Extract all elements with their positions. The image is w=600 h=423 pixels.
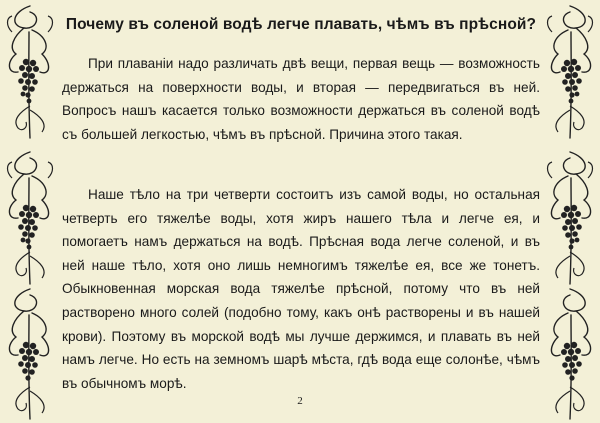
floral-ornament-icon (542, 2, 598, 142)
page-number: 2 (297, 395, 303, 407)
paragraph-1: При плаваніи надо различать двѣ вещи, первая вещь — возможность держаться на поверхности воды, и вторая — передвигаться въ ней. Вопросъ нашъ касается только возможности держаться въ соленой водѣ съ большей легкостью, чѣмъ въ прѣсной. Причина этого такая. (62, 56, 540, 142)
paragraph-2: Наше тѣло на три четверти состоитъ изъ самой воды, но остальная четверть его тяжелѣе воды, хотя жиръ нашего тѣла и легче ея, и помогаетъ намъ держаться на водѣ. Прѣсная вода легче соленой, и въ ней наше тѣло, хотя оно лишь немногимъ тяжелѣе ея, все же тонетъ. Обыкновенная морская вода тяжелѣе прѣсной, потому что въ ней растворено много солей (подобно тому, какъ онѣ растворены и въ нашей крови). Поэтому въ морской водѣ мы лучше держимся, и плавать въ ней намъ легче. Но есть на земномъ шарѣ мѣста, гдѣ вода еще солонѣе, чѣмъ въ обычномъ морѣ. (62, 187, 540, 391)
floral-ornament-icon (542, 148, 598, 288)
page-title: Почему въ соленой водѣ легче плавать, чѣмъ въ прѣсной? (65, 16, 537, 33)
floral-ornament-icon (2, 148, 58, 288)
floral-ornament-icon (2, 2, 58, 142)
